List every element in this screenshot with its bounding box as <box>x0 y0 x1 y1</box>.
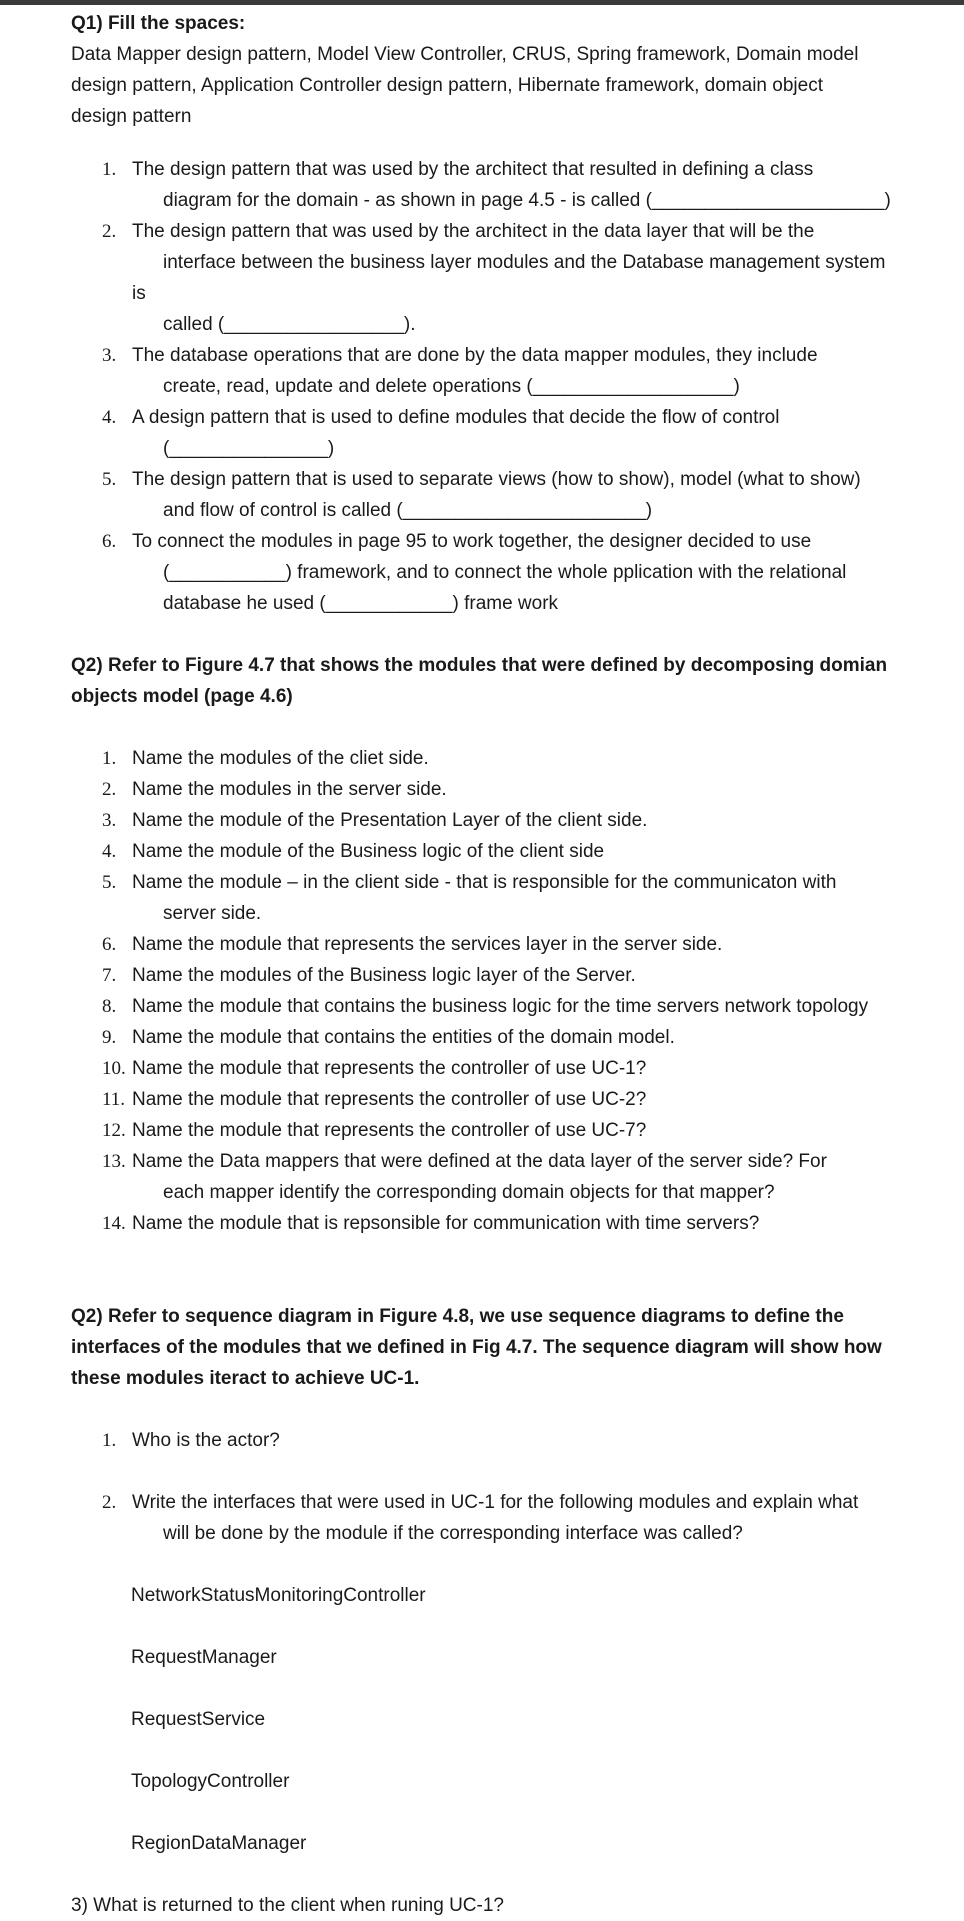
item-line: The design pattern that was used by the architect in the data layer that will be the <box>132 221 815 242</box>
q1-list <box>71 154 901 619</box>
list-item: 3. Name the module of the Presentation Layer of the client side. <box>71 805 901 836</box>
item-number: 12. <box>102 1120 126 1141</box>
q2-title: Q2) Refer to Figure 4.7 that shows the modules that were defined by decomposing domian objects model (page 4.6) <box>71 655 888 707</box>
list-item: 7. Name the modules of the Business logic layer of the Server. <box>71 960 901 991</box>
item-number: 11. <box>102 1089 126 1110</box>
item-line: and flow of control is called (_______________________) <box>163 500 653 521</box>
module-name: RequestManager <box>131 1647 277 1668</box>
list-item: 8. Name the module that contains the business logic for the time servers network topology <box>71 991 901 1022</box>
list-item: 1. Name the modules of the cliet side. <box>71 743 901 774</box>
item-number: 4. <box>102 841 117 862</box>
item-number: 2. <box>102 1492 117 1513</box>
item-number: 7. <box>102 965 117 986</box>
q3-title: Q2) Refer to sequence diagram in Figure 4.8, we use sequence diagrams to define the interfaces of the modules that we defined in Fig 4.7. The sequence diagram will show how these modules iteract to achieve UC-1. <box>71 1306 882 1389</box>
item-line: A design pattern that is used to define modules that decide the flow of control <box>132 407 780 428</box>
item-line: called (_________________). <box>163 314 416 335</box>
module-name: RegionDataManager <box>131 1833 307 1854</box>
item-line: create, read, update and delete operations (___________________) <box>163 376 740 397</box>
q1-title: Q1) Fill the spaces: <box>71 13 246 34</box>
item-number: 13. <box>102 1151 126 1172</box>
item-number: 1. <box>102 1430 117 1451</box>
list-item <box>71 216 901 340</box>
q3-list <box>71 1425 901 1549</box>
list-item: 5. Name the module – in the client side - that is responsible for the communicaton with server side. <box>71 867 901 929</box>
item-number: 1. <box>102 748 117 769</box>
list-item: 2. Write the interfaces that were used in UC-1 for the following modules and explain what will be done by the module if the corresponding interface was called? <box>71 1487 901 1549</box>
item-number: 5. <box>102 469 117 490</box>
list-item: 13. Name the Data mappers that were defined at the data layer of the server side? For each mapper identify the corresponding domain objects for that mapper? <box>71 1146 901 1208</box>
item-line: (_______________) <box>163 438 335 459</box>
item-line: The design pattern that is used to separate views (how to show), model (what to show) <box>132 469 861 490</box>
q2-list <box>71 743 901 1239</box>
item-number: 1. <box>102 159 117 180</box>
list-item: 14. Name the module that is repsonsible for communication with time servers? <box>71 1208 901 1239</box>
item-number: 6. <box>102 934 117 955</box>
item-number: 4. <box>102 407 117 428</box>
module-name: RequestService <box>131 1709 266 1730</box>
item-line: The design pattern that was used by the architect that resulted in defining a class <box>132 159 814 180</box>
item-line: To connect the modules in page 95 to work together, the designer decided to use <box>132 531 812 552</box>
top-border <box>0 0 964 5</box>
item-line: The database operations that are done by the data mapper modules, they include <box>132 345 818 366</box>
document-page <box>71 8 901 1921</box>
list-item: 9. Name the module that contains the entities of the domain model. <box>71 1022 901 1053</box>
module-name: TopologyController <box>131 1771 290 1792</box>
item-number: 14. <box>102 1213 126 1234</box>
list-item <box>71 526 901 619</box>
item-number: 2. <box>102 779 117 800</box>
list-item <box>71 464 901 526</box>
module-name: NetworkStatusMonitoringController <box>131 1585 426 1606</box>
item-number: 10. <box>102 1058 126 1079</box>
item-number: 2. <box>102 221 117 242</box>
item-number: 3. <box>102 810 117 831</box>
list-item: 2. Name the modules in the server side. <box>71 774 901 805</box>
item-line: diagram for the domain - as shown in page 4.5 - is called (______________________) <box>163 190 891 211</box>
list-item: 12. Name the module that represents the controller of use UC-7? <box>71 1115 901 1146</box>
list-item <box>71 340 901 402</box>
list-item: 11. Name the module that represents the controller of use UC-2? <box>71 1084 901 1115</box>
item-number: 3. <box>102 345 117 366</box>
module-list <box>71 1580 901 1859</box>
list-item: 6. Name the module that represents the services layer in the server side. <box>71 929 901 960</box>
list-item: 4. Name the module of the Business logic of the client side <box>71 836 901 867</box>
final-question: 3) What is returned to the client when runing UC-1? <box>71 1895 504 1916</box>
item-line: interface between the business layer modules and the Database management system is <box>132 252 886 304</box>
list-item: 10. Name the module that represents the controller of use UC-1? <box>71 1053 901 1084</box>
item-number: 8. <box>102 996 117 1017</box>
item-line: (___________) framework, and to connect the whole pplication with the relational <box>163 562 847 583</box>
item-number: 6. <box>102 531 117 552</box>
item-number: 9. <box>102 1027 117 1048</box>
item-line: database he used (____________) frame work <box>163 593 559 614</box>
item-number: 5. <box>102 872 117 893</box>
list-item <box>71 402 901 464</box>
list-item: 1. Who is the actor? <box>71 1425 901 1456</box>
list-item <box>71 154 901 216</box>
q1-intro: Data Mapper design pattern, Model View Controller, CRUS, Spring framework, Domain model design pattern, Application Controller design pattern, Hibernate framework, domain object design pattern <box>71 44 859 127</box>
